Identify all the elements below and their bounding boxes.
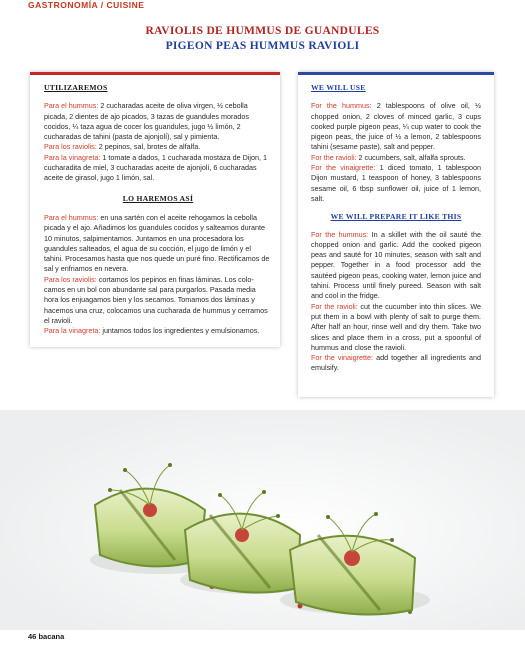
method-text: add together all ingredients and emulsify.: [311, 353, 481, 373]
english-method-vinaigrette: [311, 353, 481, 374]
method-label: For the hummus:: [311, 229, 369, 239]
spanish-method-hummus: [44, 213, 272, 275]
english-column: [311, 80, 481, 374]
recipe-title-spanish: RAVIOLIS DE HUMMUS DE GUANDULES: [145, 25, 380, 37]
ingredient-text: 1 diced tomato, 1 tablespoon Dijon mustard, 1 teaspoon of honey, 3 tablespoons sesame oil, 6 tbsp sunflower oil, juice of 1 lemon, salt.: [311, 163, 481, 203]
ingredient-text: 2 cucharadas aceite de oliva virgen, ½ cebolla picada, 2 dientes de ajo picados, 3 tazas de guandules morados cocidos, ¼ taza agua de cocer los guandules, jugo ½ limón, 2 cucharadas de tahini (pasta de ajonjolí), sal y pimienta.: [44, 101, 249, 142]
method-text: In a skillet with the oil sauté the chopped onion and garlic. Add the cooked pigeon peas and sauté for 10 minutes, season with salt and pepper. Together in a food processor add the sautéed pigeon peas, cooking water, lemon juice and tahini. Process until finely pureed. Season with salt and cool in the fridge.: [311, 229, 481, 301]
spanish-ingredients-heading: UTILIZAREMOS: [44, 83, 108, 92]
spanish-method-vinaigrette: [44, 326, 272, 336]
page-footer: [28, 632, 64, 641]
method-label: For the vinaigrette:: [311, 353, 374, 363]
method-label: Para la vinagreta:: [44, 326, 101, 336]
ingredient-label: For the ravioli:: [311, 152, 357, 162]
method-text: cortamos los pepinos en finas láminas. Los colocamos en un bol con abundante sal para purgarlos. Pasada media hora los enjuagamos bien y los secamos. Tomamos dos láminas y hacemos una cruz, colocamos una cucharada de hummus y cerramos el ravioli.: [44, 274, 268, 325]
page-number: 46: [28, 632, 37, 641]
spanish-method-ravioli: [44, 275, 272, 326]
ingredient-label: Para la vinagreta:: [44, 152, 101, 162]
ingredient-label: Para los raviolis:: [44, 142, 97, 152]
method-label: Para los raviolis:: [44, 274, 97, 284]
ingredient-text: 1 tomate a dados, 1 cucharada mostaza de Dijon, 1 cucharadita de miel, 3 cucharadas aceite de ajonjolí, 6 cucharadas aceite de girasol, jugo 1 limón, sal.: [44, 152, 267, 183]
method-label: Para el hummus:: [44, 212, 99, 222]
spanish-column: [44, 80, 272, 337]
ingredient-label: Para el hummus:: [44, 101, 99, 111]
spanish-ingredient-hummus: [44, 101, 272, 142]
method-text: juntamos todos los ingredientes y emulsionamos.: [100, 326, 260, 336]
method-label: For the ravioli:: [311, 301, 358, 311]
english-ingredients-heading: WE WILL USE: [311, 83, 366, 92]
english-method-ravioli: [311, 302, 481, 353]
spanish-ingredient-vinaigrette: [44, 153, 272, 184]
ingredient-text: 2 pepinos, sal, brotes de alfalfa.: [96, 142, 201, 152]
english-method-hummus: [311, 230, 481, 302]
ingredient-text: 2 tablespoons of olive oil, ½ chopped onion, 2 cloves of minced garlic, 3 cups cooked purple pigeon peas, ¼ cup water to cook the pigeon peas, the juice of ½ a lemon, 2 tablespoons tahini (sesame paste), salt and pepper.: [311, 101, 482, 152]
ingredient-label: For the vinaigrette:: [311, 163, 376, 173]
spanish-ingredient-ravioli: [44, 142, 272, 152]
english-ingredient-vinaigrette: [311, 163, 481, 204]
section-header: GASTRONOMÍA / CUISINE: [28, 0, 145, 10]
method-text: cut the cucumber into thin slices. We put them in a bowl with plenty of salt to purge them. After half an hour, rinse well and dry them. Take two slices and place them in a cross, put a spoonful of hummus and close the ravioli.: [311, 301, 481, 352]
ingredient-label: For the hummus:: [311, 101, 372, 111]
magazine-brand: bacana: [38, 632, 65, 641]
ingredient-text: 2 cucumbers, salt, alfalfa sprouts.: [356, 152, 466, 162]
recipe-title-english: PIGEON PEAS HUMMUS RAVIOLI: [165, 40, 360, 52]
cucumber-ravioli-photo: [0, 410, 525, 630]
spanish-method-heading: LO HAREMOS ASÍ: [122, 193, 194, 203]
english-method-heading: WE WILL PREPARE IT LIKE THIS: [330, 212, 462, 222]
english-ingredient-hummus: [311, 101, 481, 152]
method-text: en una sartén con el aceite rehogamos la cebolla picada y el ajo. Añadimos los guandules cocidos y salteamos durante 10 minutos, salpimentamos. Juntamos en una procesadora los guandules salteados, el agua de su cocción, el jugo de limón y el tahini. Procesamos hasta que nos quede un puré fino. Rectificamos de sal y enfriamos en nevera.: [44, 212, 270, 274]
english-ingredient-ravioli: [311, 153, 481, 163]
